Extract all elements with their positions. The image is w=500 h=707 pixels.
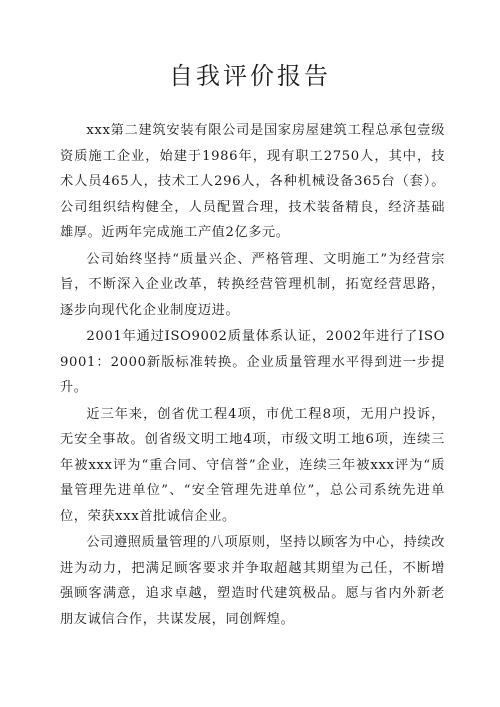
document-title: 自我评价报告 [169,62,331,90]
paragraph-company-profile: xxx第二建筑安装有限公司是国家房屋建筑工程总承包壹级资质施工企业，始建于1986年，现有职工2750人，其中，技术人员465人，技术工人296人，各种机械设备365台（套）。公司组织结构健全，人员配置合理，技术装备精良，经济基础雄厚。近两年完成施工产值2亿多元。 [60,123,445,240]
paragraph-quality-principles: 公司遵照质量管理的八项原则，坚持以顾客为中心，持续改进为动力，把满足顾客要求并争取超越其期望为己任，不断增强顾客满意，追求卓越，塑造时代建筑极品。愿与省内外新老朋友诚信合作，共谋发展，同创辉煌。 [60,535,445,627]
paragraph-achievements: 近三年来，创省优工程4项，市优工程8项，无用户投诉，无安全事故。创省级文明工地4项，市级文明工地6项，连续三年被xxx评为“重合同、守信誉”企业，连续三年被xxx评为“质量管理先进单位”、“安全管理先进单位”，总公司系统先进单位，荣获xxx首批诚信企业。 [60,406,445,524]
document-body [60,118,445,633]
paragraph-business-tenet: 公司始终坚持“质量兴企、严格管理、文明施工”为经营宗旨，不断深入企业改革，转换经营管理机制，拓宽经营思路，逐步向现代化企业制度迈进。 [60,251,445,318]
paragraph-iso-certification: 2001年通过ISO9002质量体系认证，2002年进行了ISO9001：2000新版标准转换。企业质量管理水平得到进一步提升。 [60,329,445,395]
